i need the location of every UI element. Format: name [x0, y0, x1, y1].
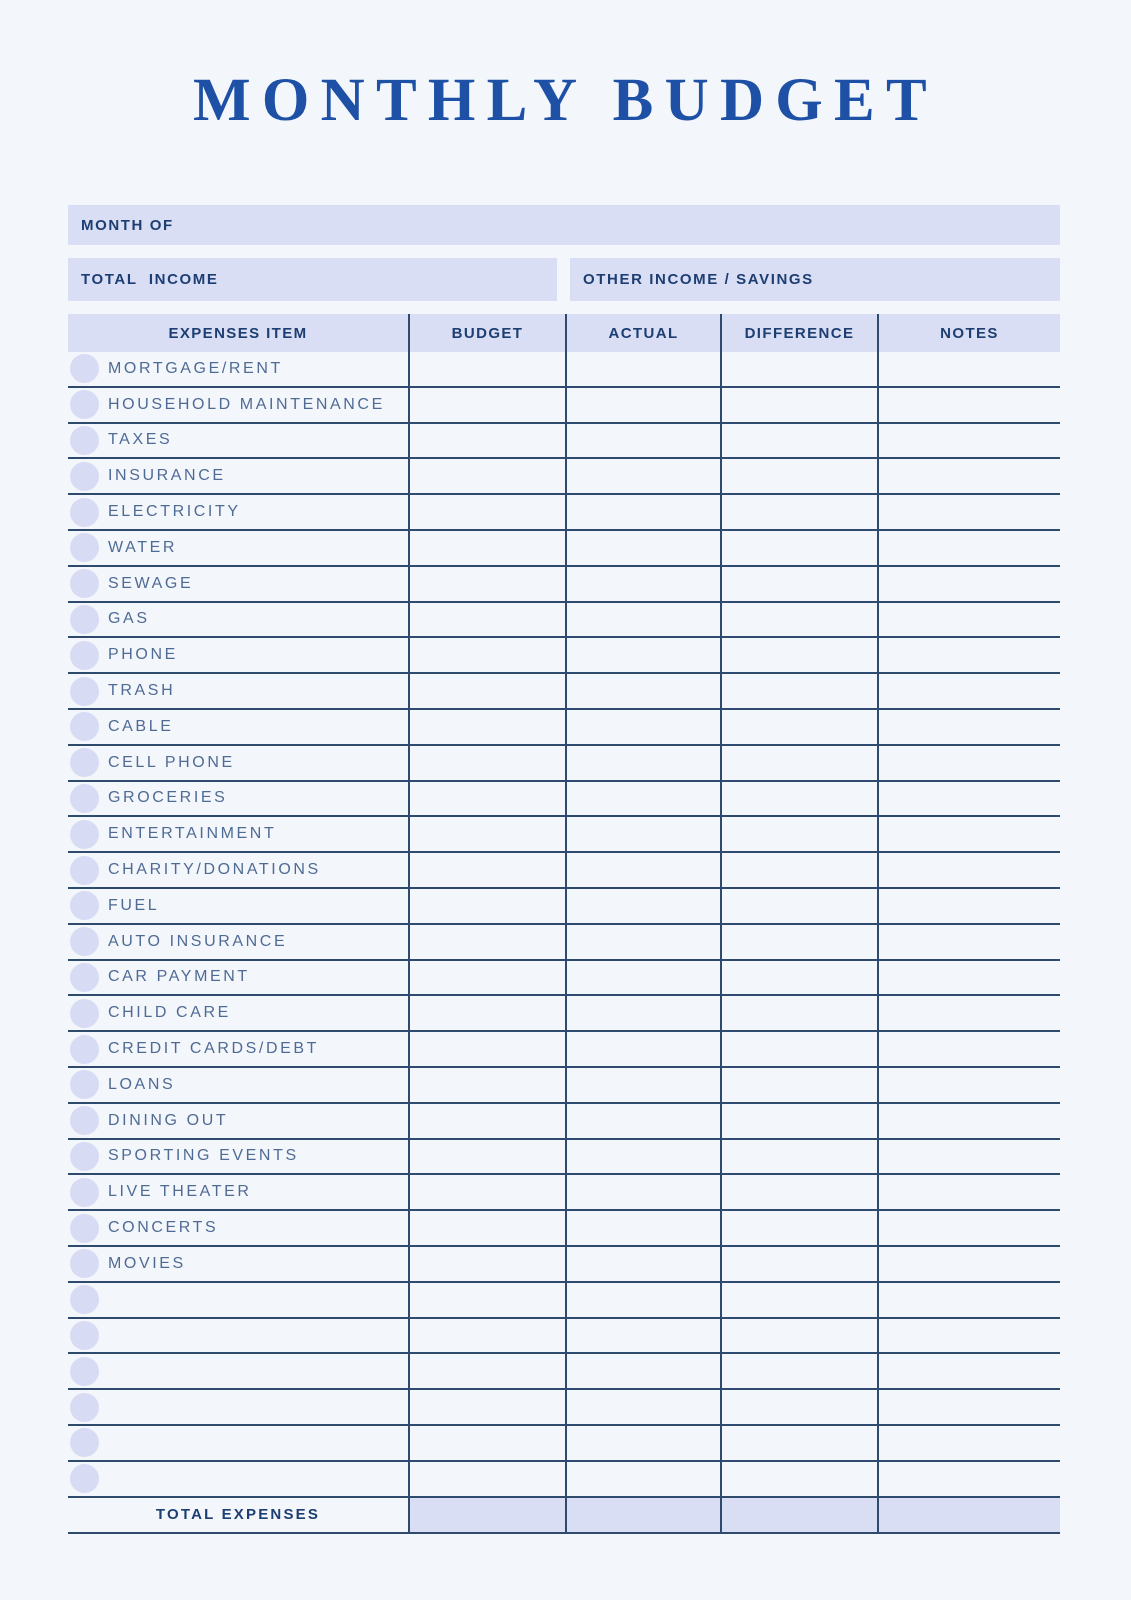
table-row	[68, 1211, 1060, 1247]
bullet-circle-icon	[70, 712, 99, 741]
header-expenses-item: EXPENSES ITEM	[168, 324, 308, 342]
difference-cell[interactable]	[720, 1319, 877, 1353]
actual-cell[interactable]	[565, 674, 720, 708]
actual-cell[interactable]	[565, 1211, 720, 1245]
expense-item-label: CHARITY/DONATIONS	[108, 861, 321, 879]
bullet-circle-icon	[70, 1142, 99, 1171]
bullet-circle-icon	[70, 1214, 99, 1243]
difference-cell[interactable]	[720, 603, 877, 637]
notes-cell[interactable]	[877, 817, 1060, 851]
budget-cell[interactable]	[408, 1426, 565, 1460]
difference-cell[interactable]	[720, 1354, 877, 1388]
expense-item-cell	[68, 1140, 408, 1174]
bullet-circle-icon	[70, 1106, 99, 1135]
income-bars	[68, 258, 1060, 301]
expense-item-cell	[68, 1462, 408, 1496]
budget-cell[interactable]	[408, 388, 565, 422]
table-row	[68, 674, 1060, 710]
bullet-circle-icon	[70, 927, 99, 956]
expense-item-cell	[68, 674, 408, 708]
table-row	[68, 1426, 1060, 1462]
notes-cell[interactable]	[877, 459, 1060, 493]
budget-cell[interactable]	[408, 1319, 565, 1353]
expense-item-cell	[68, 352, 408, 386]
notes-cell[interactable]	[877, 1354, 1060, 1388]
budget-cell[interactable]	[408, 1140, 565, 1174]
table-row	[68, 1068, 1060, 1104]
notes-cell[interactable]	[877, 567, 1060, 601]
notes-cell[interactable]	[877, 352, 1060, 386]
budget-cell[interactable]	[408, 459, 565, 493]
actual-cell[interactable]	[565, 1032, 720, 1066]
expense-item-label: TAXES	[108, 431, 173, 449]
actual-cell[interactable]	[565, 495, 720, 529]
actual-cell[interactable]	[565, 638, 720, 672]
budget-cell[interactable]	[408, 1247, 565, 1281]
expense-item-cell	[68, 388, 408, 422]
expense-item-label: LOANS	[108, 1075, 176, 1093]
bullet-circle-icon	[70, 677, 99, 706]
bullet-circle-icon	[70, 820, 99, 849]
bullet-circle-icon	[70, 498, 99, 527]
bullet-circle-icon	[70, 1428, 99, 1457]
actual-cell[interactable]	[565, 603, 720, 637]
actual-cell[interactable]	[565, 1247, 720, 1281]
actual-cell[interactable]	[565, 961, 720, 995]
notes-cell[interactable]	[877, 531, 1060, 565]
actual-cell[interactable]	[565, 889, 720, 923]
budget-cell[interactable]	[408, 1390, 565, 1424]
budget-cell[interactable]	[408, 567, 565, 601]
difference-cell[interactable]	[720, 1247, 877, 1281]
expense-item-label: INSURANCE	[108, 467, 226, 485]
notes-cell[interactable]	[877, 603, 1060, 637]
difference-cell[interactable]	[720, 352, 877, 386]
total-notes-cell[interactable]	[877, 1498, 1060, 1532]
total-budget-cell[interactable]	[408, 1498, 565, 1532]
difference-cell[interactable]	[720, 638, 877, 672]
notes-cell[interactable]	[877, 1462, 1060, 1496]
table-row	[68, 567, 1060, 603]
budget-cell[interactable]	[408, 495, 565, 529]
expense-item-cell	[68, 1426, 408, 1460]
notes-cell[interactable]	[877, 1175, 1060, 1209]
bullet-circle-icon	[70, 354, 99, 383]
notes-cell[interactable]	[877, 1390, 1060, 1424]
table-row	[68, 782, 1060, 818]
budget-cell[interactable]	[408, 996, 565, 1030]
budget-cell[interactable]	[408, 853, 565, 887]
expense-item-cell	[68, 817, 408, 851]
expense-item-cell	[68, 961, 408, 995]
budget-cell[interactable]	[408, 603, 565, 637]
difference-cell[interactable]	[720, 853, 877, 887]
expense-item-cell	[68, 1390, 408, 1424]
expense-item-cell	[68, 1032, 408, 1066]
budget-cell[interactable]	[408, 889, 565, 923]
table-row	[68, 817, 1060, 853]
actual-cell[interactable]	[565, 567, 720, 601]
notes-cell[interactable]	[877, 1032, 1060, 1066]
difference-cell[interactable]	[720, 495, 877, 529]
difference-cell[interactable]	[720, 889, 877, 923]
total-income-bar	[68, 258, 557, 301]
expense-item-label: GROCERIES	[108, 789, 228, 807]
table-row	[68, 1390, 1060, 1426]
table-row	[68, 889, 1060, 925]
notes-cell[interactable]	[877, 495, 1060, 529]
month-of-bar	[68, 205, 1060, 245]
notes-cell[interactable]	[877, 925, 1060, 959]
expense-item-label: GAS	[108, 610, 150, 628]
table-row	[68, 1319, 1060, 1355]
budget-cell[interactable]	[408, 1462, 565, 1496]
notes-cell[interactable]	[877, 424, 1060, 458]
actual-cell[interactable]	[565, 1175, 720, 1209]
actual-cell[interactable]	[565, 1354, 720, 1388]
table-row	[68, 1354, 1060, 1390]
expense-item-cell	[68, 603, 408, 637]
difference-cell[interactable]	[720, 388, 877, 422]
total-actual-cell[interactable]	[565, 1498, 720, 1532]
table-row	[68, 746, 1060, 782]
table-row	[68, 853, 1060, 889]
bullet-circle-icon	[70, 1035, 99, 1064]
other-income-input[interactable]	[814, 258, 1060, 301]
budget-cell[interactable]	[408, 817, 565, 851]
expenses-table	[68, 314, 1060, 1534]
expense-item-cell	[68, 424, 408, 458]
actual-cell[interactable]	[565, 531, 720, 565]
bullet-circle-icon	[70, 1393, 99, 1422]
bullet-circle-icon	[70, 963, 99, 992]
difference-cell[interactable]	[720, 1426, 877, 1460]
table-row	[68, 459, 1060, 495]
notes-cell[interactable]	[877, 996, 1060, 1030]
budget-cell[interactable]	[408, 961, 565, 995]
notes-cell[interactable]	[877, 1426, 1060, 1460]
bullet-circle-icon	[70, 1285, 99, 1314]
expense-item-cell	[68, 531, 408, 565]
difference-cell[interactable]	[720, 1211, 877, 1245]
actual-cell[interactable]	[565, 459, 720, 493]
expense-item-label: AUTO INSURANCE	[108, 932, 288, 950]
table-row	[68, 925, 1060, 961]
total-income-label: TOTAL INCOME	[81, 271, 219, 288]
budget-cell[interactable]	[408, 674, 565, 708]
actual-cell[interactable]	[565, 925, 720, 959]
notes-cell[interactable]	[877, 889, 1060, 923]
budget-cell[interactable]	[408, 746, 565, 780]
budget-cell[interactable]	[408, 424, 565, 458]
budget-cell[interactable]	[408, 1032, 565, 1066]
expense-item-cell	[68, 1283, 408, 1317]
notes-cell[interactable]	[877, 1319, 1060, 1353]
actual-cell[interactable]	[565, 996, 720, 1030]
expense-item-cell	[68, 1319, 408, 1353]
notes-cell[interactable]	[877, 853, 1060, 887]
actual-cell[interactable]	[565, 1390, 720, 1424]
notes-cell[interactable]	[877, 1068, 1060, 1102]
bullet-circle-icon	[70, 390, 99, 419]
notes-cell[interactable]	[877, 1211, 1060, 1245]
actual-cell[interactable]	[565, 1068, 720, 1102]
budget-cell[interactable]	[408, 531, 565, 565]
budget-cell[interactable]	[408, 710, 565, 744]
expense-item-cell	[68, 567, 408, 601]
actual-cell[interactable]	[565, 1104, 720, 1138]
actual-cell[interactable]	[565, 1283, 720, 1317]
budget-cell[interactable]	[408, 1068, 565, 1102]
difference-cell[interactable]	[720, 710, 877, 744]
expenses-table-header	[68, 314, 1060, 352]
actual-cell[interactable]	[565, 817, 720, 851]
budget-cell[interactable]	[408, 1104, 565, 1138]
expense-item-cell	[68, 495, 408, 529]
bullet-circle-icon	[70, 426, 99, 455]
expense-item-label: ENTERTAINMENT	[108, 825, 277, 843]
notes-cell[interactable]	[877, 674, 1060, 708]
budget-cell[interactable]	[408, 1283, 565, 1317]
expense-item-label: CABLE	[108, 717, 174, 735]
total-income-input[interactable]	[218, 258, 557, 301]
budget-cell[interactable]	[408, 1211, 565, 1245]
difference-cell[interactable]	[720, 961, 877, 995]
budget-cell[interactable]	[408, 1354, 565, 1388]
table-row	[68, 531, 1060, 567]
actual-cell[interactable]	[565, 1462, 720, 1496]
table-row	[68, 996, 1060, 1032]
budget-cell[interactable]	[408, 1175, 565, 1209]
expense-item-label: CHILD CARE	[108, 1004, 231, 1022]
table-row	[68, 961, 1060, 997]
actual-cell[interactable]	[565, 1140, 720, 1174]
expense-item-label: SPORTING EVENTS	[108, 1147, 299, 1165]
expense-item-cell	[68, 459, 408, 493]
bullet-circle-icon	[70, 891, 99, 920]
month-of-input[interactable]	[174, 205, 1060, 245]
header-notes: NOTES	[877, 314, 1060, 352]
actual-cell[interactable]	[565, 388, 720, 422]
expense-item-cell	[68, 853, 408, 887]
difference-cell[interactable]	[720, 674, 877, 708]
difference-cell[interactable]	[720, 567, 877, 601]
bullet-circle-icon	[70, 641, 99, 670]
budget-cell[interactable]	[408, 782, 565, 816]
notes-cell[interactable]	[877, 1283, 1060, 1317]
total-difference-cell[interactable]	[720, 1498, 877, 1532]
table-row	[68, 1462, 1060, 1498]
table-row	[68, 1104, 1060, 1140]
bullet-circle-icon	[70, 748, 99, 777]
table-row	[68, 1032, 1060, 1068]
notes-cell[interactable]	[877, 782, 1060, 816]
expense-item-cell	[68, 1175, 408, 1209]
notes-cell[interactable]	[877, 388, 1060, 422]
actual-cell[interactable]	[565, 352, 720, 386]
budget-cell[interactable]	[408, 352, 565, 386]
bullet-circle-icon	[70, 605, 99, 634]
expense-item-label: HOUSEHOLD MAINTENANCE	[108, 395, 385, 413]
page-content	[68, 205, 1060, 1534]
bullet-circle-icon	[70, 533, 99, 562]
bullet-circle-icon	[70, 1464, 99, 1493]
difference-cell[interactable]	[720, 1140, 877, 1174]
total-expenses-label: TOTAL EXPENSES	[155, 1506, 321, 1523]
expense-item-cell	[68, 1211, 408, 1245]
table-row	[68, 388, 1060, 424]
actual-cell[interactable]	[565, 1426, 720, 1460]
table-row	[68, 352, 1060, 388]
expense-item-label: CAR PAYMENT	[108, 968, 250, 986]
difference-cell[interactable]	[720, 1032, 877, 1066]
expense-item-cell	[68, 638, 408, 672]
notes-cell[interactable]	[877, 1247, 1060, 1281]
header-budget: BUDGET	[408, 314, 565, 352]
actual-cell[interactable]	[565, 424, 720, 458]
bullet-circle-icon	[70, 1070, 99, 1099]
bullet-circle-icon	[70, 999, 99, 1028]
expense-item-label: LIVE THEATER	[108, 1183, 252, 1201]
bullet-circle-icon	[70, 462, 99, 491]
table-row	[68, 424, 1060, 460]
actual-cell[interactable]	[565, 782, 720, 816]
table-row	[68, 710, 1060, 746]
difference-cell[interactable]	[720, 996, 877, 1030]
page-title: MONTHLY BUDGET	[193, 67, 938, 134]
bullet-circle-icon	[70, 784, 99, 813]
expense-item-cell	[68, 746, 408, 780]
difference-cell[interactable]	[720, 1390, 877, 1424]
difference-cell[interactable]	[720, 1175, 877, 1209]
table-row	[68, 1175, 1060, 1211]
other-income-bar	[570, 258, 1060, 301]
header-difference: DIFFERENCE	[720, 314, 877, 352]
budget-cell[interactable]	[408, 925, 565, 959]
bullet-circle-icon	[70, 1321, 99, 1350]
difference-cell[interactable]	[720, 531, 877, 565]
expense-item-cell	[68, 925, 408, 959]
table-row	[68, 1247, 1060, 1283]
expenses-table-body	[68, 352, 1060, 1498]
difference-cell[interactable]	[720, 925, 877, 959]
bullet-circle-icon	[70, 1178, 99, 1207]
expense-item-label: DINING OUT	[108, 1111, 229, 1129]
expense-item-cell	[68, 1068, 408, 1102]
difference-cell[interactable]	[720, 424, 877, 458]
difference-cell[interactable]	[720, 817, 877, 851]
difference-cell[interactable]	[720, 782, 877, 816]
expense-item-cell	[68, 889, 408, 923]
budget-cell[interactable]	[408, 638, 565, 672]
bullet-circle-icon	[70, 1357, 99, 1386]
difference-cell[interactable]	[720, 1104, 877, 1138]
expense-item-label: SEWAGE	[108, 574, 194, 592]
notes-cell[interactable]	[877, 710, 1060, 744]
header-actual: ACTUAL	[565, 314, 720, 352]
expense-item-label: CONCERTS	[108, 1219, 219, 1237]
bullet-circle-icon	[70, 569, 99, 598]
difference-cell[interactable]	[720, 1283, 877, 1317]
actual-cell[interactable]	[565, 746, 720, 780]
expense-item-cell	[68, 1104, 408, 1138]
expense-item-label: ELECTRICITY	[108, 503, 241, 521]
month-of-label: MONTH OF	[81, 216, 174, 234]
expense-item-label: WATER	[108, 538, 177, 556]
other-income-label: OTHER INCOME / SAVINGS	[583, 271, 814, 288]
expense-item-label: CREDIT CARDS/DEBT	[108, 1040, 320, 1058]
bullet-circle-icon	[70, 856, 99, 885]
bullet-circle-icon	[70, 1249, 99, 1278]
expense-item-cell	[68, 996, 408, 1030]
expense-item-label: CELL PHONE	[108, 753, 235, 771]
difference-cell[interactable]	[720, 459, 877, 493]
table-row	[68, 638, 1060, 674]
expense-item-label: TRASH	[108, 682, 176, 700]
actual-cell[interactable]	[565, 853, 720, 887]
table-row	[68, 495, 1060, 531]
expense-item-cell	[68, 710, 408, 744]
difference-cell[interactable]	[720, 746, 877, 780]
difference-cell[interactable]	[720, 1068, 877, 1102]
table-row	[68, 1140, 1060, 1176]
expense-item-label: MORTGAGE/RENT	[108, 359, 283, 377]
expense-item-cell	[68, 1354, 408, 1388]
table-row	[68, 603, 1060, 639]
actual-cell[interactable]	[565, 1319, 720, 1353]
expense-item-cell	[68, 782, 408, 816]
total-expenses-row	[68, 1498, 1060, 1534]
notes-cell[interactable]	[877, 961, 1060, 995]
actual-cell[interactable]	[565, 710, 720, 744]
table-row	[68, 1283, 1060, 1319]
expense-item-label: PHONE	[108, 646, 178, 664]
notes-cell[interactable]	[877, 638, 1060, 672]
expense-item-cell	[68, 1247, 408, 1281]
difference-cell[interactable]	[720, 1462, 877, 1496]
notes-cell[interactable]	[877, 746, 1060, 780]
expense-item-label: FUEL	[108, 896, 160, 914]
notes-cell[interactable]	[877, 1104, 1060, 1138]
notes-cell[interactable]	[877, 1140, 1060, 1174]
expense-item-label: MOVIES	[108, 1254, 186, 1272]
